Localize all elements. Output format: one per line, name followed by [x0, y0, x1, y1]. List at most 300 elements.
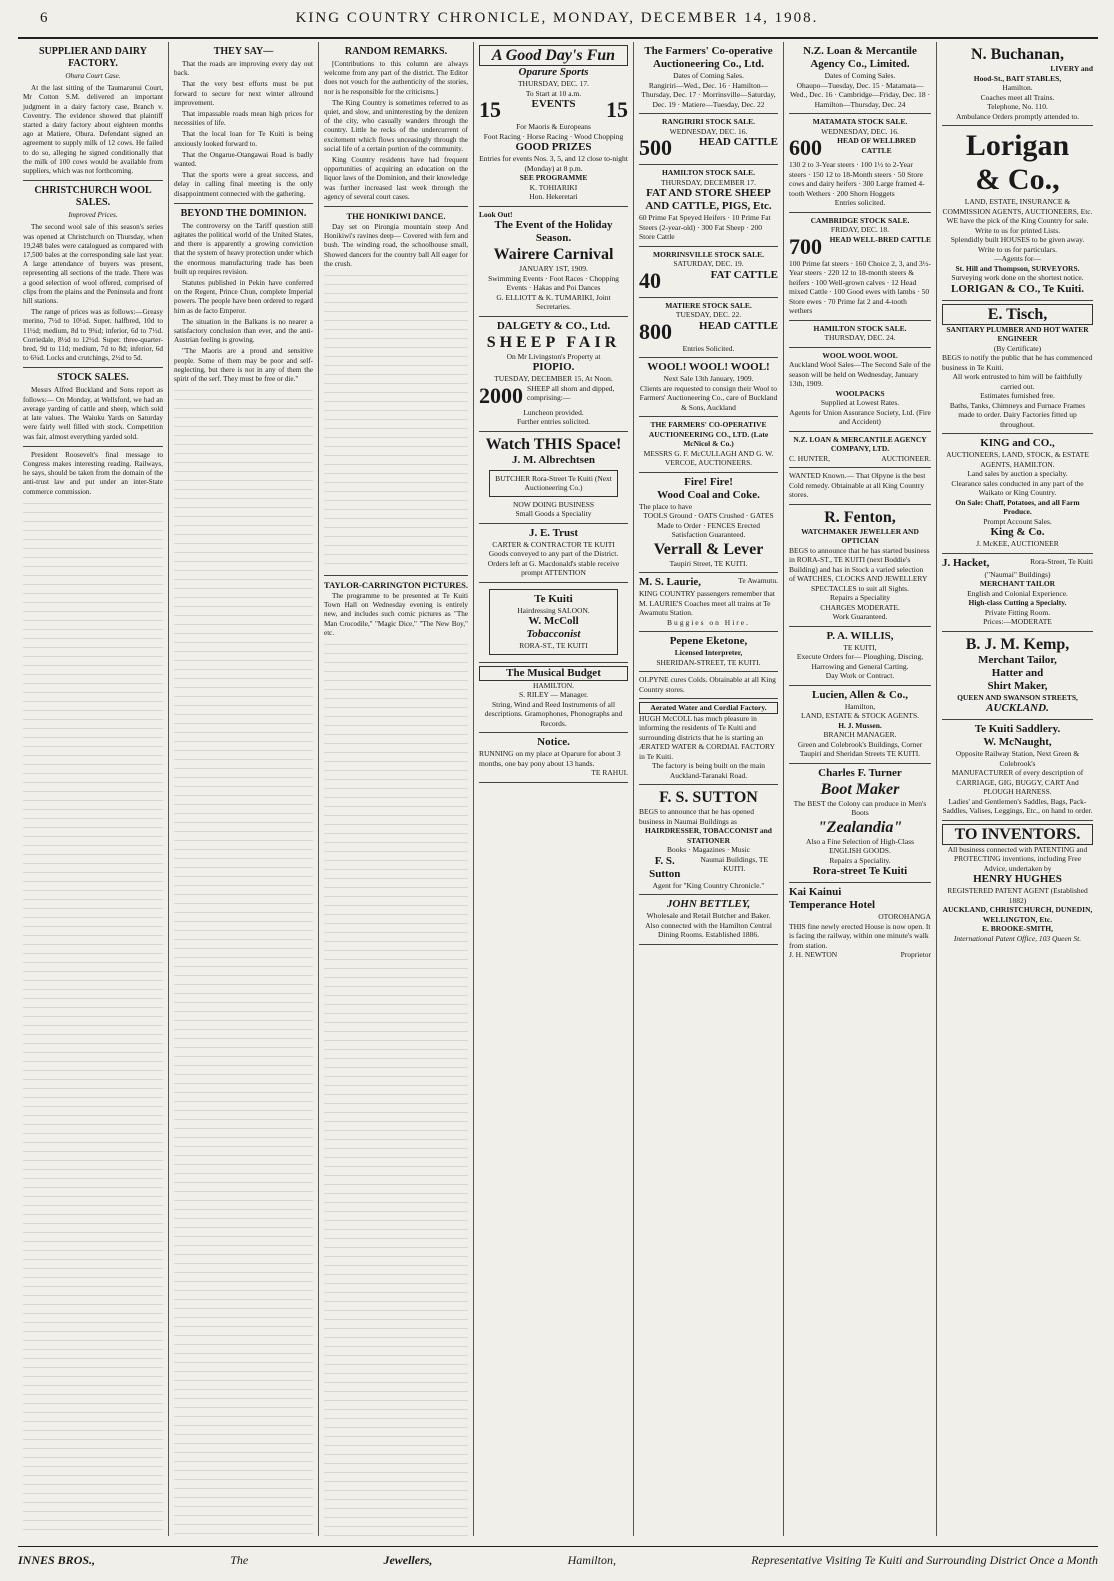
- auctioneer-title: AUCTIONEER.: [881, 453, 931, 463]
- business-name: Kai Kainui: [789, 886, 842, 898]
- start-time: To Start at 10 a.m.: [525, 88, 582, 98]
- divider: [324, 206, 468, 207]
- sale-title: HAMILTON STOCK SALE.: [813, 323, 907, 333]
- certificate-note: (By Certificate): [993, 343, 1042, 353]
- business-address: Naumai Buildings, TE KUITI.: [700, 854, 769, 873]
- next-sale: Next Sale 13th January, 1909.: [663, 374, 754, 383]
- signature: F. S. Sutton: [649, 854, 681, 880]
- stock-count: 600: [789, 135, 822, 160]
- business-name: Verrall & Lever: [653, 540, 764, 558]
- masthead: [0, 6, 1114, 30]
- sale-date: WEDNESDAY, DEC. 16.: [821, 126, 899, 136]
- ad-text: BEGS to announce that he has started business in RORA-ST., TE KUITI (next Boddie's Building) and has in Stock a varied selection of WATCHES, CLOCKS AND JEWELLERY: [789, 545, 930, 583]
- business-name: P. A. WILLIS,: [826, 629, 894, 642]
- advertisement-saddlery: [942, 720, 1093, 821]
- column-2: [168, 42, 318, 1536]
- guarantee: Satisfaction Guaranteed.: [671, 530, 746, 539]
- wool-notice: [639, 358, 778, 417]
- footer-advertisement: [18, 1546, 1098, 1568]
- town-name: AUCKLAND.: [986, 702, 1049, 714]
- article-paragraph: That the local loan for Te Kuiti is being anxiously looked forward to.: [174, 130, 313, 148]
- stock-type: HEAD CATTLE: [699, 319, 778, 332]
- business-name: KING and CO.,: [980, 437, 1055, 449]
- article-paragraph: That impassable roads mean high prices for necessities of life.: [174, 110, 313, 128]
- experience-note: English and Colonial Experience.: [967, 588, 1068, 598]
- business-specialty: Small Goods a Speciality: [515, 509, 592, 518]
- lunch-note: Luncheon provided.: [523, 407, 584, 417]
- agents-note: Agents for Union Assurance Society, Ltd. (Fire and Accident): [789, 407, 931, 426]
- column-6: [783, 42, 936, 1536]
- ad-kicker: Look Out!: [479, 209, 513, 219]
- repairs-note: Repairs a Speciality: [830, 593, 890, 602]
- estimates-note: Estimates furnished free.: [980, 391, 1055, 400]
- column-4: [473, 42, 633, 1536]
- secretary-title: Hon. Hekeretari: [529, 192, 578, 201]
- prices-note: Prices:—MODERATE: [983, 617, 1052, 626]
- advertisement-inventors: [942, 821, 1093, 948]
- event-name: Oparure Sports: [518, 66, 589, 78]
- business-address: Rora-street Te Kuiti: [812, 865, 908, 877]
- article-paragraph: The range of prices was as follows:—Greasy merino, 7½d to 10½d. Super. halfbred, 10d to 11½d; medium, 8d to 9¾d; inferior, 6d to 7½d. Corriedale, 8½d to 12½d. Super. three-quarter-bred, 9d to 11d; medium, 7d to 8d; inferior, 6d to 6¾d. Locks and crutchings, 2½d to 5d.: [23, 308, 163, 363]
- business-name: M. S. Laurie,: [639, 576, 702, 588]
- advertisement-tisch: [942, 301, 1093, 435]
- sales-list: Ohaupo—Tuesday, Dec. 15 · Matamata—Wed., Dec. 16 · Cambridge—Friday, Dec. 18 · Hamilton—Thursday, Dec. 24: [789, 80, 931, 109]
- proprietor-title: Proprietor: [900, 950, 931, 959]
- signature: LORIGAN & CO., Te Kuiti.: [951, 282, 1084, 295]
- article-heading: SUPPLIER AND DAIRY FACTORY.: [39, 46, 147, 69]
- event-date: JANUARY 1ST, 1909.: [519, 264, 588, 273]
- room-note: Private Fitting Room.: [984, 607, 1051, 617]
- article-paragraph: The controversy on the Tariff question still agitates the political world of the United States, and there is apparently a growing conviction that the system of heavy protection under which the enormous manufacturing trade has been built up requires revision.: [174, 221, 313, 276]
- ad-text: OLPYNE cures Colds. Obtainable at all King Country stores.: [639, 675, 776, 694]
- sale-title: MATIERE STOCK SALE.: [665, 300, 752, 310]
- footer-text: Representative Visiting Te Kuiti and Surrounding District Once a Month: [751, 1553, 1098, 1567]
- business-address: Green and Colebrook's Buildings, Corner Taupiri and Sheridan Streets TE KUITI.: [797, 739, 923, 758]
- article-paragraph: [Contributions to this column are always welcome from any part of the district. The Editor does not vouch for the authenticity of the stories, nor is he responsible for the criticisms.]: [324, 60, 468, 96]
- hire-note: Buggies on Hire.: [666, 617, 751, 627]
- article-heading: RANDOM REMARKS.: [344, 46, 448, 57]
- sale-hamilton: [639, 165, 778, 247]
- advertisement-aerated-water: [639, 699, 778, 785]
- sale-title: CAMBRIDGE STOCK SALE.: [810, 215, 910, 225]
- article-paragraph: Statutes published in Pekin have conferred on the Regent, Prince Chun, complete Imperial powers. The people have been ordered to regard him as de facto Emperor.: [174, 279, 313, 315]
- manager-name: H. J. Mussen.: [838, 720, 882, 730]
- sale-hamilton-nz: [789, 321, 931, 348]
- ad-text: HUGH McCOLL has much pleasure in informing the residents of Te Kuiti and surrounding districts that he is starting an ÆRATED WATER & CORDIAL FACTORY in Te Kuiti.: [639, 713, 775, 761]
- business-name: E. Tisch,: [942, 304, 1093, 325]
- advertisement-sutton: [639, 785, 778, 895]
- business-address: Rora-Street, Te Kuiti: [1030, 556, 1093, 566]
- footer-firm: INNES BROS.,: [18, 1553, 96, 1567]
- business-address: BUTCHER Rora-Street Te Kuiti (Next Auctioneering Co.): [489, 470, 618, 497]
- stock-type: FAT AND STORE SHEEP AND CATTLE, PIGS, Etc.: [645, 187, 772, 212]
- article-paragraph: President Roosevelt's final message to Congress makes interesting reading. Railways, he says, should be taken from the domain of the anti-trust law and put under an inter-State commerce commission.: [23, 450, 163, 496]
- business-name: Charles F. Turner: [818, 766, 902, 779]
- stock-count: 800: [639, 318, 672, 344]
- column-5: [633, 42, 783, 1536]
- business-name: N. Buchanan,: [971, 46, 1064, 63]
- work-note: Work Guaranteed.: [832, 612, 888, 621]
- advertisement-eketone: [639, 632, 778, 672]
- text-continuation: [324, 640, 468, 1536]
- sale-title: RANGIRIRI STOCK SALE.: [661, 117, 755, 126]
- business-trade: SANITARY PLUMBER AND HOT WATER ENGINEER: [946, 324, 1089, 343]
- stock-count: 500: [639, 135, 672, 160]
- advertisement-je-trust: [479, 524, 628, 583]
- business-name: J. Hacket,: [942, 556, 990, 569]
- auctioneer-names: MESSRS G. F. McCULLAGH AND G. W. VERCOE, AUCTIONEERS.: [643, 448, 774, 467]
- repairs-note: Repairs a Speciality.: [829, 855, 891, 865]
- services-list: Baths, Tanks, Chimneys and Furnace Frames made to order. Dairy Factories fitted up throughout.: [949, 400, 1086, 429]
- wool-heading: WOOL! WOOL! WOOL!: [647, 361, 770, 373]
- column-1: [18, 42, 168, 1536]
- ad-text: BEGS to notify the public that he has commenced business in Te Kuiti.: [942, 353, 1093, 372]
- ad-title: A Good Day's Fun: [479, 45, 628, 66]
- sheep-description: SHEEP all shorn and dipped, comprising:—: [527, 383, 615, 402]
- firm-name: N.Z. LOAN & MERCANTILE AGENCY COMPANY, LTD.: [793, 434, 927, 453]
- masthead-rule: [18, 37, 1098, 39]
- article-paragraph: That the Ongarue-Otangawai Road is badly wanted.: [174, 150, 313, 169]
- article-subheading: Ohura Court Case.: [65, 72, 121, 80]
- business-trade: Tobacconist: [526, 628, 581, 640]
- ad-text: KING COUNTRY passengers remember that M. LAURIE'S Coaches meet all trains at Te Awamutu Station.: [639, 589, 775, 617]
- event-count: 15: [479, 97, 501, 122]
- advertisement-olpyne-2: [789, 468, 931, 505]
- advertisement-wairere-carnival: [479, 207, 628, 317]
- produce-note: On Sale: Chaff, Potatoes, and all Farm Produce.: [955, 497, 1080, 516]
- programme-note: SEE PROGRAMME: [519, 173, 588, 182]
- spectacles-note: SPECTACLES to suit all Sights.: [811, 583, 909, 593]
- proprietor-name: J. H. NEWTON: [789, 950, 838, 959]
- sale-date: THURSDAY, DEC. 24.: [824, 333, 896, 342]
- office-address: International Patent Office, 103 Queen St.: [953, 933, 1082, 943]
- lists-note: Write to us for printed Lists.: [974, 225, 1061, 235]
- ad-text: WANTED Known.— That Olpyne is the best Cold remedy. Obtainable at all King Country stores.: [789, 471, 926, 499]
- article-paragraph: The situation in the Balkans is no nearer a satisfactory conclusion than ever, and the anti-Austrian feeling is growing.: [174, 317, 313, 345]
- event-count: 15: [606, 97, 628, 122]
- firm-name: N.Z. Loan & Mercantile Agency Co., Limited.: [803, 45, 917, 70]
- stock-list: 100 Prime fat steers · 160 Choice 2, 3, and 3½-Year steers · 220 12 to 18-month steers & heifers · 100 Well-grown calves · 12 Head mixed Cattle · 100 Good ewes with lambs · 50 Store ewes · 70 Prime fat 2 and 4-tooth wethers: [789, 258, 931, 315]
- business-address: QUEEN AND SWANSON STREETS,: [957, 692, 1078, 702]
- ad-title: Watch THIS Space!: [485, 435, 622, 453]
- sale-date: WEDNESDAY, DEC. 16.: [669, 126, 748, 136]
- town-name: HAMILTON.: [532, 680, 575, 690]
- advertisement-musical-budget: [479, 663, 628, 734]
- advertisement-kai-kainui: [789, 883, 931, 964]
- divider: [23, 446, 163, 447]
- business-trade: Boot Maker: [820, 780, 900, 798]
- business-trade: Licensed Interpreter,: [674, 648, 743, 657]
- sale-date: THURSDAY, DECEMBER 17.: [660, 177, 757, 187]
- clearance-note: Clearance sales conducted in any part of the Waikato or King Country.: [951, 478, 1084, 497]
- ad-title: SHEEP FAIR: [486, 333, 621, 351]
- agent-registration: REGISTERED PATENT AGENT (Established 1882): [947, 886, 1088, 905]
- ad-text: THIS fine newly erected House is now open. It is facing the railway, within one minute's walk from station.: [789, 921, 931, 950]
- article-heading: STOCK SALES.: [57, 372, 129, 384]
- entries-note: Entries Solicited.: [682, 343, 735, 353]
- signature: TE RAHUI.: [591, 768, 628, 777]
- ad-text: Execute Orders for— Ploughing, Discing, Harrowing and General Carting.: [796, 652, 924, 671]
- divider: [324, 575, 468, 576]
- text-continuation: [23, 499, 163, 1536]
- sale-morrinsville: [639, 247, 778, 298]
- ad-text: RUNNING on my place at Oparure for about 3 months, one bay pony about 13 hands.: [479, 749, 621, 768]
- business-trade: LAND, ESTATE, INSURANCE & COMMISSION AGENTS, AUCTIONEERS, Etc.: [942, 197, 1093, 216]
- event-audience: For Maoris & Europeans: [516, 122, 591, 131]
- agent-firm: St. Hill and Thompson, SURVEYORS.: [955, 263, 1080, 273]
- advertisement-lorigan: [942, 126, 1093, 301]
- brand-name: "Zealandia": [817, 818, 903, 836]
- survey-note: Surveying work done on the shortest notice.: [951, 273, 1084, 282]
- business-address: Taupiri Street, TE KUITI.: [669, 558, 748, 568]
- poem-text: Day set on Pirongia mountain steep And Honikiwi's ravines deep— Covered with fern and bush. The winding road, the schoolhouse small, Showed dancers for the country ball All eager for the crush.: [324, 223, 468, 268]
- article-paragraph: King Country residents have had frequent opportunities of acquiring an education on the liquor laws of the Dominion, and their knowledge was further increased last week through the agency of several court cases.: [324, 156, 468, 201]
- footer-town: Hamilton,: [567, 1553, 616, 1567]
- column-3: [318, 42, 473, 1536]
- sale-matiere: [639, 298, 778, 359]
- event-list: Swimming Events · Foot Races · Chopping Events · Hakas and Poi Dances: [488, 273, 619, 292]
- business-name: Lucien, Allen & Co.,: [812, 688, 908, 701]
- business-address: Hood-St., BAIT STABLES,: [973, 73, 1062, 83]
- sale-date: FRIDAY, DEC. 18.: [830, 225, 890, 234]
- business-status: NOW DOING BUSINESS: [512, 499, 595, 509]
- article-paragraph: "The Maoris are a proud and sensitive people. Some of them may be poor and self-neglecting, but there is not in any of them the spirit of the serf. They must be free or die.": [174, 347, 313, 384]
- event-list: Foot Racing · Horse Racing · Wood Chopping: [483, 131, 624, 141]
- woolpacks-label: WOOLPACKS: [835, 388, 885, 398]
- sale-title: HAMILTON STOCK SALE.: [661, 168, 756, 177]
- event-date: THURSDAY, DEC. 17.: [517, 79, 590, 88]
- building-name: ("Naumai" Buildings): [984, 569, 1051, 579]
- ad-text: The BEST the Colony can produce in Men's Boots: [793, 798, 927, 817]
- service-list: TOOLS Ground · OATS Crushed · GATES Made to Order · FENCES Erected: [643, 511, 774, 530]
- goods-note: Also a Fine Selection of High-Class ENGLISH GOODS.: [805, 836, 915, 855]
- article-subheading: Improved Prices.: [68, 211, 118, 220]
- manager-name: E. BROOKE-SMITH,: [981, 924, 1054, 933]
- wool-notice-nz: [789, 348, 931, 432]
- ad-text: Wholesale and Retail Butcher and Baker. Also connected with the Hamilton Central Dining Rooms. Established 1886.: [645, 911, 772, 939]
- goods-list: Books · Magazines · Music: [667, 845, 750, 854]
- masthead-title: KING COUNTRY CHRONICLE, MONDAY, DECEMBER 14, 1908.: [295, 10, 819, 26]
- business-trade: WATCHMAKER JEWELLER AND OPTICIAN: [801, 526, 919, 545]
- owner-name: W. McNaught,: [983, 736, 1052, 748]
- location-note: On Mr Livingston's Property at: [506, 351, 601, 361]
- advertisement-dalgety-sheep-fair: [479, 317, 628, 432]
- sale-title: MATAMATA STOCK SALE.: [812, 117, 908, 126]
- advertisement-lucien-allen: [789, 686, 931, 764]
- sale-matamata: [789, 114, 931, 213]
- article-paragraph: The King Country is sometimes referred to as quiet, and slow, and uninteresting by the denizen of the city, who casually wanders through the country. Little he recks of the undercurrent of excitement which flows unceasingly through the social life of a certain portion of the community.: [324, 98, 468, 153]
- agent-cities: AUCKLAND, CHRISTCHURCH, DUNEDIN, WELLINGTON, Etc.: [942, 905, 1093, 924]
- stock-count: 40: [639, 267, 661, 293]
- town-name: OTOROHANGA: [878, 912, 931, 921]
- ad-text-more: The factory is being built on the main Auckland-Taranaki Road.: [651, 761, 766, 780]
- stock-type: HEAD WELL-BRED CATTLE: [829, 234, 931, 244]
- advertisement-oparure-sports: [479, 42, 628, 207]
- stock-list: 130 2 to 3-Year steers · 100 1½ to 2-Year steers · 150 12 to 18-Month steers · 50 Store cows and dairy heifers · 300 Large framed 4-tooth Wethers · 200 Shorn Hoggets: [789, 160, 925, 198]
- business-name: JOHN BETTLEY,: [666, 898, 751, 910]
- stock-list: 60 Prime Fat Speyed Heifers · 10 Prime Fat Steers (2-year-old) · 300 Fat Sheep · 200 Store Cattle: [639, 213, 771, 241]
- business-address: Opposite Railway Station, Next Green & Colebrook's: [955, 749, 1080, 768]
- dates-heading: Dates of Coming Sales.: [824, 71, 896, 80]
- advertisement-farmers-coop: [639, 42, 778, 114]
- article-paragraph: That the roads are improving every day out back.: [174, 60, 313, 78]
- business-name: Pepene Eketone,: [669, 635, 748, 647]
- ad-text: String, Wind and Reed Instruments of all descriptions. Gramophones, Phonographs and Records.: [484, 699, 623, 728]
- secretary-name: K. TOHIARIKI: [529, 182, 578, 192]
- town-name: Hamilton,: [844, 701, 876, 711]
- business-name: Te Kuiti Saddlery.: [974, 723, 1061, 735]
- woolpacks-note: Supplied at Lowest Rates.: [820, 398, 900, 407]
- work-note: All work entrusted to him will be faithfully carried out.: [952, 372, 1083, 391]
- location-name: PIOPIO.: [532, 361, 575, 373]
- business-trade-1: Merchant Tailor,: [978, 653, 1057, 666]
- business-type: Hairdressing SALOON.: [517, 605, 590, 615]
- advertisement-king-co: [942, 434, 1093, 554]
- advertisement-turner: [789, 764, 931, 884]
- stock-type: HEAD OF WELLBRED CATTLE: [837, 136, 916, 155]
- advertisement-fenton: [789, 505, 931, 627]
- notice-oparure: [479, 733, 628, 783]
- stock-type: FAT CATTLE: [710, 268, 778, 281]
- business-name: R. Fenton,: [824, 508, 896, 526]
- business-trade: HAIRDRESSER, TOBACCONIST and STATIONER: [645, 826, 772, 845]
- sale-title: MORRINSVILLE STOCK SALE.: [653, 249, 764, 259]
- signature: King & Co.: [990, 526, 1045, 538]
- advertisement-verrall-lever: [639, 473, 778, 574]
- business-trade-3: Shirt Maker,: [987, 679, 1048, 692]
- ad-intro: The place to have: [639, 501, 693, 511]
- advertisement-olpyne: [639, 672, 778, 699]
- sheep-count: 2000: [479, 382, 523, 408]
- specialty-note: High-class Cutting a Specialty.: [968, 598, 1067, 607]
- business-name-suffix: & Co.,: [975, 163, 1060, 196]
- article-paragraph: At the last sitting of the Taumarunui Court, Mr Cotton S.M. delivered an important judgment in a dairy factory case, Branch v. Coventry. The evidence showed that plaintiff started a dairy factory about eighteen months ago at Matiere, Ohura. Defendant signed an agreement to supply milk of 12 cows. He failed to do so, alleging he signed conditionally that the milk of 100 cows would be available from suppliers, which was not forthcoming.: [23, 84, 163, 176]
- ad-title: Notice.: [537, 736, 570, 748]
- ambulance-note: Ambulance Orders promptly attended to.: [955, 111, 1080, 121]
- entries-note: Further entries solicited.: [516, 417, 591, 426]
- prizes-label: GOOD PRIZES: [515, 141, 592, 153]
- sales-note: Land sales by auction a specialty.: [967, 469, 1068, 478]
- advertisement-bettley: [639, 895, 778, 945]
- auctioneer-name: C. HUNTER,: [789, 453, 831, 463]
- footer-word-the: The: [230, 1553, 249, 1567]
- advertisement-hacket: [942, 554, 1093, 632]
- divider: [23, 367, 163, 368]
- ad-subtitle: The Event of the Holiday Season.: [494, 219, 613, 244]
- stock-count: 700: [789, 233, 822, 259]
- article-paragraph: The programme to be presented at Te Kuiti Town Hall on Wednesday evening is entirely new, and includes such comic pictures as "The Man Crocodile," "Magic Dice," "The New Boy," etc.: [324, 592, 468, 637]
- business-trade: LIVERY and: [1050, 64, 1093, 73]
- business-address: SHERIDAN-STREET, TE KUITI.: [656, 657, 761, 667]
- advertisement-nz-loan: [789, 42, 931, 114]
- business-trade: LAND, ESTATE & STOCK AGENTS.: [800, 711, 919, 720]
- business-name: F. S. SUTTON: [659, 789, 758, 806]
- article-heading: CHRISTCHURCH WOOL SALES.: [34, 185, 152, 209]
- article-heading: THEY SAY—: [213, 46, 274, 57]
- sale-rangiriri: [639, 114, 778, 165]
- ad-title: Aerated Water and Cordial Factory.: [639, 702, 778, 714]
- trains-note: Coaches meet all Trains.: [980, 92, 1055, 102]
- events-label: EVENTS: [531, 98, 576, 110]
- sale-cambridge: [789, 213, 931, 321]
- secretary-names: G. ELLIOTT & K. TUMARIKI, Joint Secretaries.: [496, 292, 611, 311]
- manager-name: S. RILEY — Manager.: [518, 690, 589, 699]
- manager-title: BRANCH MANAGER.: [823, 730, 897, 739]
- advertisement-buchanan: [942, 42, 1093, 126]
- ad-title: The Musical Budget: [479, 666, 628, 681]
- page-number: 6: [40, 10, 50, 26]
- ad-text: Goods conveyed to any part of the District. Orders left at G. Macdonald's stable receive prompt ATTENTION: [487, 549, 620, 577]
- business-name: J. M. Albrechtsen: [512, 453, 595, 466]
- telephone: Telephone, No. 110.: [987, 102, 1048, 111]
- business-trade: AUCTIONEERS, LAND, STOCK, & ESTATE AGENTS, HAMILTON.: [946, 450, 1089, 469]
- ad-kicker: Fire! Fire!: [684, 475, 733, 488]
- dates-heading: Dates of Coming Sales.: [673, 71, 744, 80]
- stock-type: HEAD CATTLE: [699, 136, 778, 148]
- charges-note: CHARGES MODERATE.: [820, 602, 900, 612]
- article-heading: TAYLOR-CARRINGTON PICTURES.: [324, 580, 468, 591]
- town-name: Te Awamutu.: [738, 576, 778, 585]
- farmers-coop-footer: [639, 417, 778, 473]
- ad-text: Clients are requested to consign their Wool to Farmers' Auctioneering Co., care of Buckland & Sons, Auckland: [639, 383, 778, 412]
- business-name: J. E. Trust: [528, 526, 579, 539]
- business-trade: Temperance Hotel: [789, 899, 876, 911]
- goods-note: Ladies' and Gentlemen's Saddles, Bags, Pack-Saddles, Valises, Leggings, Etc., on hand to order.: [942, 796, 1093, 815]
- wool-heading: WOOL WOOL WOOL: [822, 350, 898, 360]
- footer-trade: Jewellers,: [383, 1553, 433, 1567]
- sale-date: SATURDAY, DEC. 19.: [673, 259, 744, 268]
- entries-note: Entries solicited.: [834, 198, 886, 207]
- agent-note: Agent for "King Country Chronicle.": [652, 880, 765, 890]
- accounts-note: Prompt Account Sales.: [983, 516, 1052, 526]
- business-trade-2: Hatter and: [991, 666, 1044, 679]
- town-name: Hamilton.: [1002, 83, 1033, 92]
- advertisement-willis: [789, 627, 931, 686]
- agent-name: HENRY HUGHES: [973, 873, 1062, 885]
- business-name: W. McColl: [528, 615, 579, 627]
- article-paragraph: Messrs Alfred Buckland and Sons report as follows:— On Monday, at Wellsford, we had an average yarding of cattle and sheep, which sold at late values. The Waiuku Yards on Saturday were fairly well filled with stock. Competition was fair, almost everything yarded sold.: [23, 386, 163, 441]
- firm-name: THE FARMERS' CO-OPERATIVE AUCTIONEERING CO., LTD. (Late McNicol & Co.): [648, 420, 769, 448]
- sale-date: TUESDAY, DEC. 22.: [675, 310, 742, 319]
- article-heading: THE HONIKIWI DANCE.: [346, 211, 446, 222]
- firm-name: DALGETY & CO., Ltd.: [496, 319, 611, 332]
- advertisement-laurie: [639, 573, 778, 632]
- text-continuation: [324, 271, 468, 571]
- town-name: Te Kuiti: [534, 592, 573, 605]
- entries-note: Entries for events Nos. 3, 5, and 12 close to-night (Monday) at 8 p.m.: [479, 154, 628, 173]
- agents-label: —Agents for—: [994, 254, 1041, 263]
- business-name: B. J. M. Kemp,: [965, 635, 1070, 653]
- firm-name: The Farmers' Co-operative Auctioneering Co., Ltd.: [644, 45, 773, 70]
- contract-note: Day Work or Contract.: [825, 671, 895, 680]
- auctioneer-name: J. McKEE, AUCTIONEER: [976, 539, 1059, 548]
- business-address: RORA-ST., TE KUITI: [519, 641, 588, 650]
- article-heading: BEYOND THE DOMINION.: [180, 207, 307, 219]
- article-paragraph: That the sports were a great success, and delay in calling final meeting is the only disappointment connected with the gathering.: [174, 171, 313, 198]
- text-continuation: [174, 386, 313, 1536]
- advertisement-albrechtsen: [479, 432, 628, 524]
- ad-text: WE have the pick of the King Country for sale.: [946, 216, 1089, 225]
- business-name: Lorigan: [965, 129, 1070, 162]
- advertisement-kemp: [942, 632, 1093, 721]
- sales-list: Rangiriri—Wed., Dec. 16 · Hamilton—Thursday, Dec. 17 · Morrinsville—Saturday, Dec. 19 · Matiere—Tuesday, Dec. 22: [641, 80, 776, 109]
- advertisement-mccoll-saloon: [479, 583, 628, 663]
- divider: [23, 180, 163, 181]
- nz-loan-footer: [789, 432, 931, 469]
- ad-text: MANUFACTURER of every description of CARRIAGE, GIG, BUGGY, CART And PLOUGH HARNESS.: [951, 768, 1084, 796]
- ad-text: BEGS to announce that he has opened business in Naumai Buildings as: [639, 807, 754, 826]
- column-7: [936, 42, 1098, 1536]
